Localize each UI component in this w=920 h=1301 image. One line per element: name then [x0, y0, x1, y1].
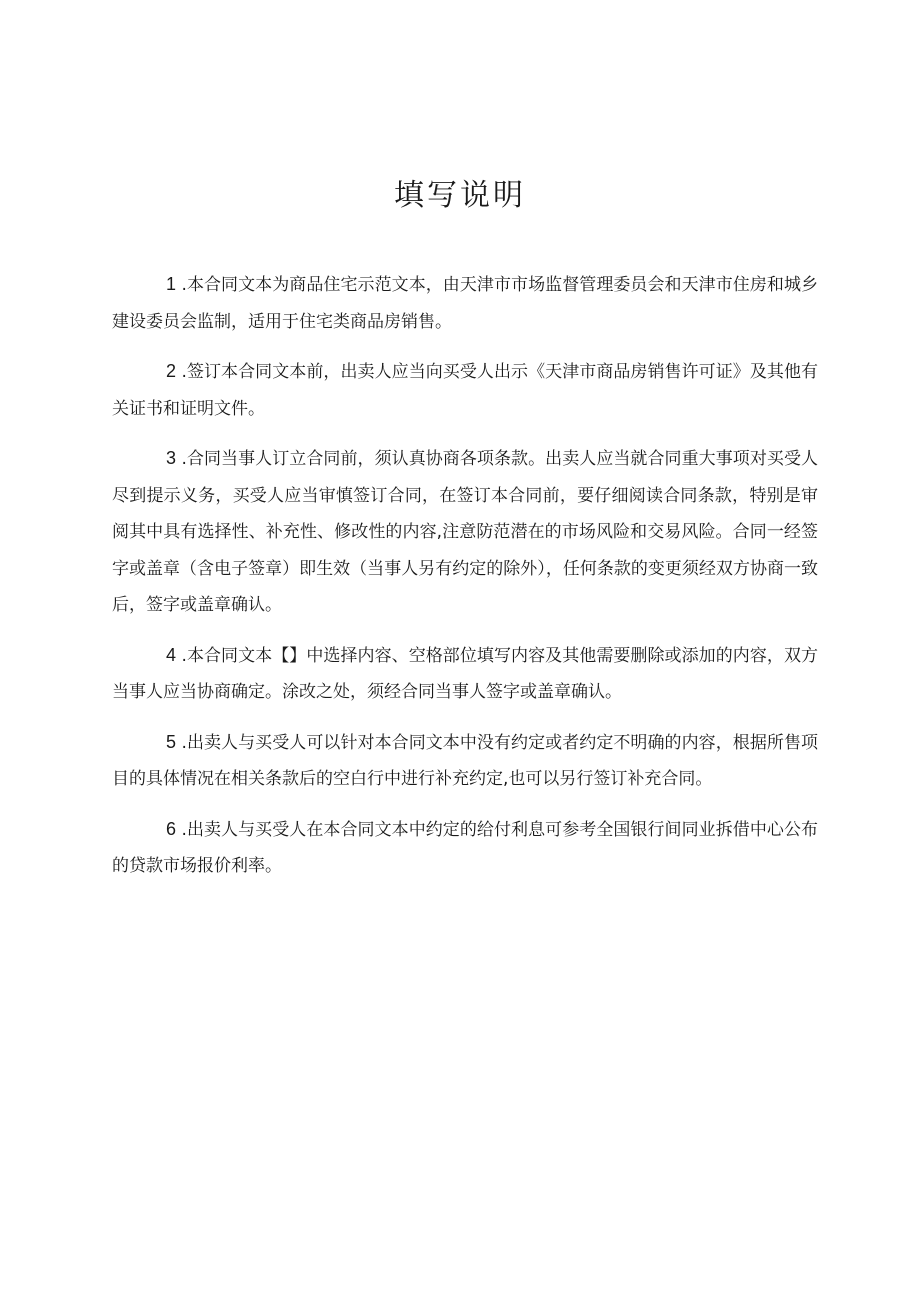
instruction-item-4	[112, 637, 818, 711]
instruction-item-6	[112, 811, 818, 885]
item-number: 6	[166, 818, 177, 839]
item-number: 3	[166, 448, 177, 468]
item-number: 1	[166, 274, 177, 294]
instruction-item-2	[112, 353, 818, 427]
item-text: .本合同文本【】中选择内容、空格部位填写内容及其他需要删除或添加的内容，双方当事人应当协商确定。涂改之处，须经合同当事人签字或盖章确认。	[112, 645, 819, 702]
page-title: 填写说明	[394, 178, 526, 213]
item-text: .出卖人与买受人可以针对本合同文本中没有约定或者约定不明确的内容，根据所售项目的具体情况在相关条款后的空白行中进行补充约定,也可以另行签订补充合同。	[112, 732, 819, 789]
item-text: .签订本合同文本前，出卖人应当向买受人出示《天津市商品房销售许可证》及其他有关证书和证明文件。	[112, 362, 819, 419]
instruction-item-1	[112, 266, 818, 340]
item-text: .合同当事人订立合同前，须认真协商各项条款。出卖人应当就合同重大事项对买受人尽到提示义务，买受人应当审慎签订合同，在签订本合同前，要仔细阅读合同条款，特别是审阅其中具有选择性、补充性、修改性的内容,注意防范潜在的市场风险和交易风险。合同一经签字或盖章（含电子签章）即生效（当事人另有约定的除外），任何条款的变更须经双方协商一致后，签字或盖章确认。	[112, 449, 819, 615]
instruction-item-5	[112, 724, 818, 798]
item-text: .本合同文本为商品住宅示范文本，由天津市市场监督管理委员会和天津市住房和城乡建设委员会监制，适用于住宅类商品房销售。	[112, 275, 819, 332]
item-number: 5	[166, 731, 177, 752]
instructions-list	[112, 266, 818, 898]
instruction-item-3	[112, 440, 818, 624]
item-number: 4	[166, 644, 177, 665]
item-text: .出卖人与买受人在本合同文本中约定的给付利息可参考全国银行间同业拆借中心公布的贷款市场报价利率。	[112, 819, 819, 876]
item-number: 2	[166, 361, 177, 381]
